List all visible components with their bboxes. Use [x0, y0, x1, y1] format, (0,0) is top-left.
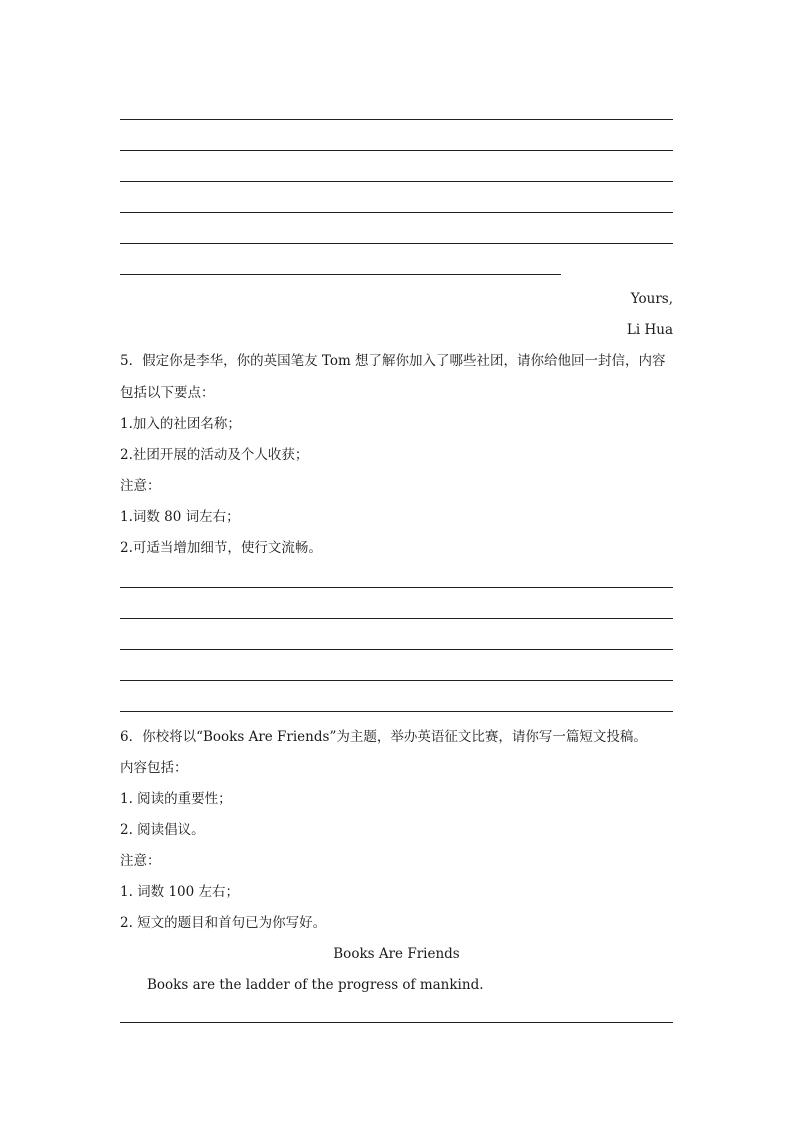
- writing-line[interactable]: [120, 680, 673, 681]
- question-6-prompt: 6．你校将以“Books Are Friends”为主题，举办英语征文比赛，请你写一篇短文投稿。: [120, 729, 647, 745]
- letter-closing: Yours,: [630, 291, 673, 307]
- question-6-content-label: 内容包括：: [120, 760, 188, 776]
- question-5-point: 2.社团开展的活动及个人收获；: [120, 447, 309, 463]
- writing-line[interactable]: [120, 1022, 673, 1023]
- writing-line[interactable]: [120, 119, 673, 120]
- question-6-notes-label: 注意：: [120, 853, 161, 869]
- question-5-notes-label: 注意：: [120, 478, 161, 494]
- writing-line[interactable]: [120, 274, 561, 275]
- question-5-point: 1.加入的社团名称；: [120, 416, 241, 432]
- writing-line[interactable]: [120, 212, 673, 213]
- question-5-prompt-cont: 包括以下要点：: [120, 385, 215, 401]
- writing-line[interactable]: [120, 711, 673, 712]
- writing-line[interactable]: [120, 587, 673, 588]
- question-5-prompt: 5．假定你是李华，你的英国笔友 Tom 想了解你加入了哪些社团，请你给他回一封信，内容: [120, 353, 666, 369]
- writing-line[interactable]: [120, 243, 673, 244]
- writing-line[interactable]: [120, 150, 673, 151]
- question-6-point: 1. 阅读的重要性；: [120, 791, 232, 807]
- question-6-point: 2. 阅读倡议。: [120, 822, 205, 838]
- question-6-note: 2. 短文的题目和首句已为你写好。: [120, 915, 327, 931]
- essay-title: Books Are Friends: [333, 946, 460, 962]
- writing-line[interactable]: [120, 181, 673, 182]
- question-5-note: 1.词数 80 词左右；: [120, 509, 240, 525]
- question-6-note: 1. 词数 100 左右；: [120, 884, 240, 900]
- writing-line[interactable]: [120, 618, 673, 619]
- question-5-note: 2.可适当增加细节，使行文流畅。: [120, 540, 322, 556]
- letter-signature: Li Hua: [626, 322, 673, 338]
- writing-line[interactable]: [120, 649, 673, 650]
- essay-first-sentence: Books are the ladder of the progress of mankind.: [147, 977, 484, 993]
